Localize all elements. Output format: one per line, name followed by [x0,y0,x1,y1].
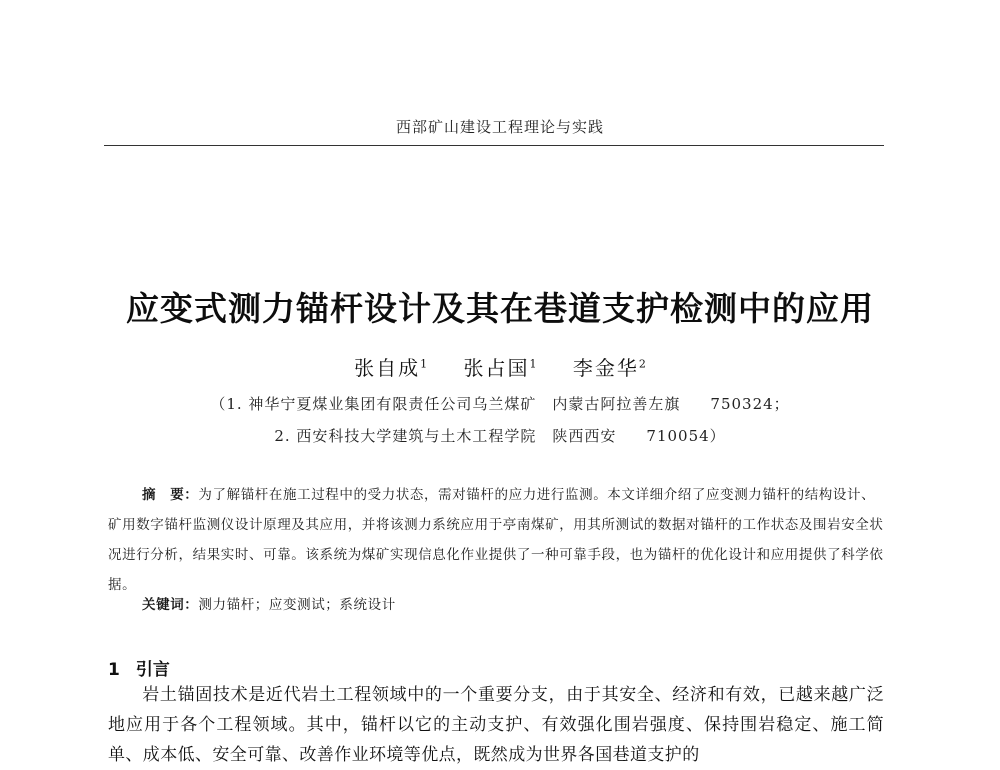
author: 张自成$^1$ [354,356,428,380]
running-head: 西部矿山建设工程理论与实践 [395,118,604,136]
keywords-label: 关键词： [142,597,199,613]
header-rule [104,145,884,146]
abstract-text: 为了解锚杆在施工过程中的受力状态，需对锚杆的应力进行监测。本文详细介绍了应变测力锚杆的结构设计、矿用数字锚杆监测仪设计原理及其应用，并将该测力系统应用于亭南煤矿，用其所测试的数据对锚杆的工作状态及围岩安全状况进行分析，结果实时、可靠。该系统为煤矿实现信息化作业提供了一种可靠手段，也为锚杆的优化设计和应用提供了科学依据。 [108,487,884,593]
section-heading [108,655,170,680]
section-title: 引言 [135,660,170,680]
paper-title: 应变式测力锚杆设计及其在巷道支护检测中的应用 [126,289,874,328]
abstract-label: 摘 要： [142,487,199,503]
body-paragraph: 岩土锚固技术是近代岩土工程领域中的一个重要分支，由于其安全、经济和有效，已越来越广泛地应用于各个工程领域。其中，锚杆以它的主动支护、有效强化围岩强度、保持围岩稳定、施工简单、成本低、安全可靠、改善作业环境等优点，既然成为世界各国巷道支护的 [108,685,884,765]
affiliation-1: （1. 神华宁夏煤业集团有限责任公司乌兰煤矿 内蒙古阿拉善左旗 750324； [210,395,790,413]
author: 李金华$^2$ [572,356,646,380]
keywords [142,593,396,613]
author-list [0,352,1000,381]
abstract [108,480,884,600]
keywords-text: 测力锚杆；应变测试；系统设计 [198,597,396,613]
affiliation-2: 2. 西安科技大学建筑与土木工程学院 陕西西安 710054） [274,427,726,445]
author: 张占国$^1$ [463,356,537,380]
section-number: 1 [108,660,120,680]
